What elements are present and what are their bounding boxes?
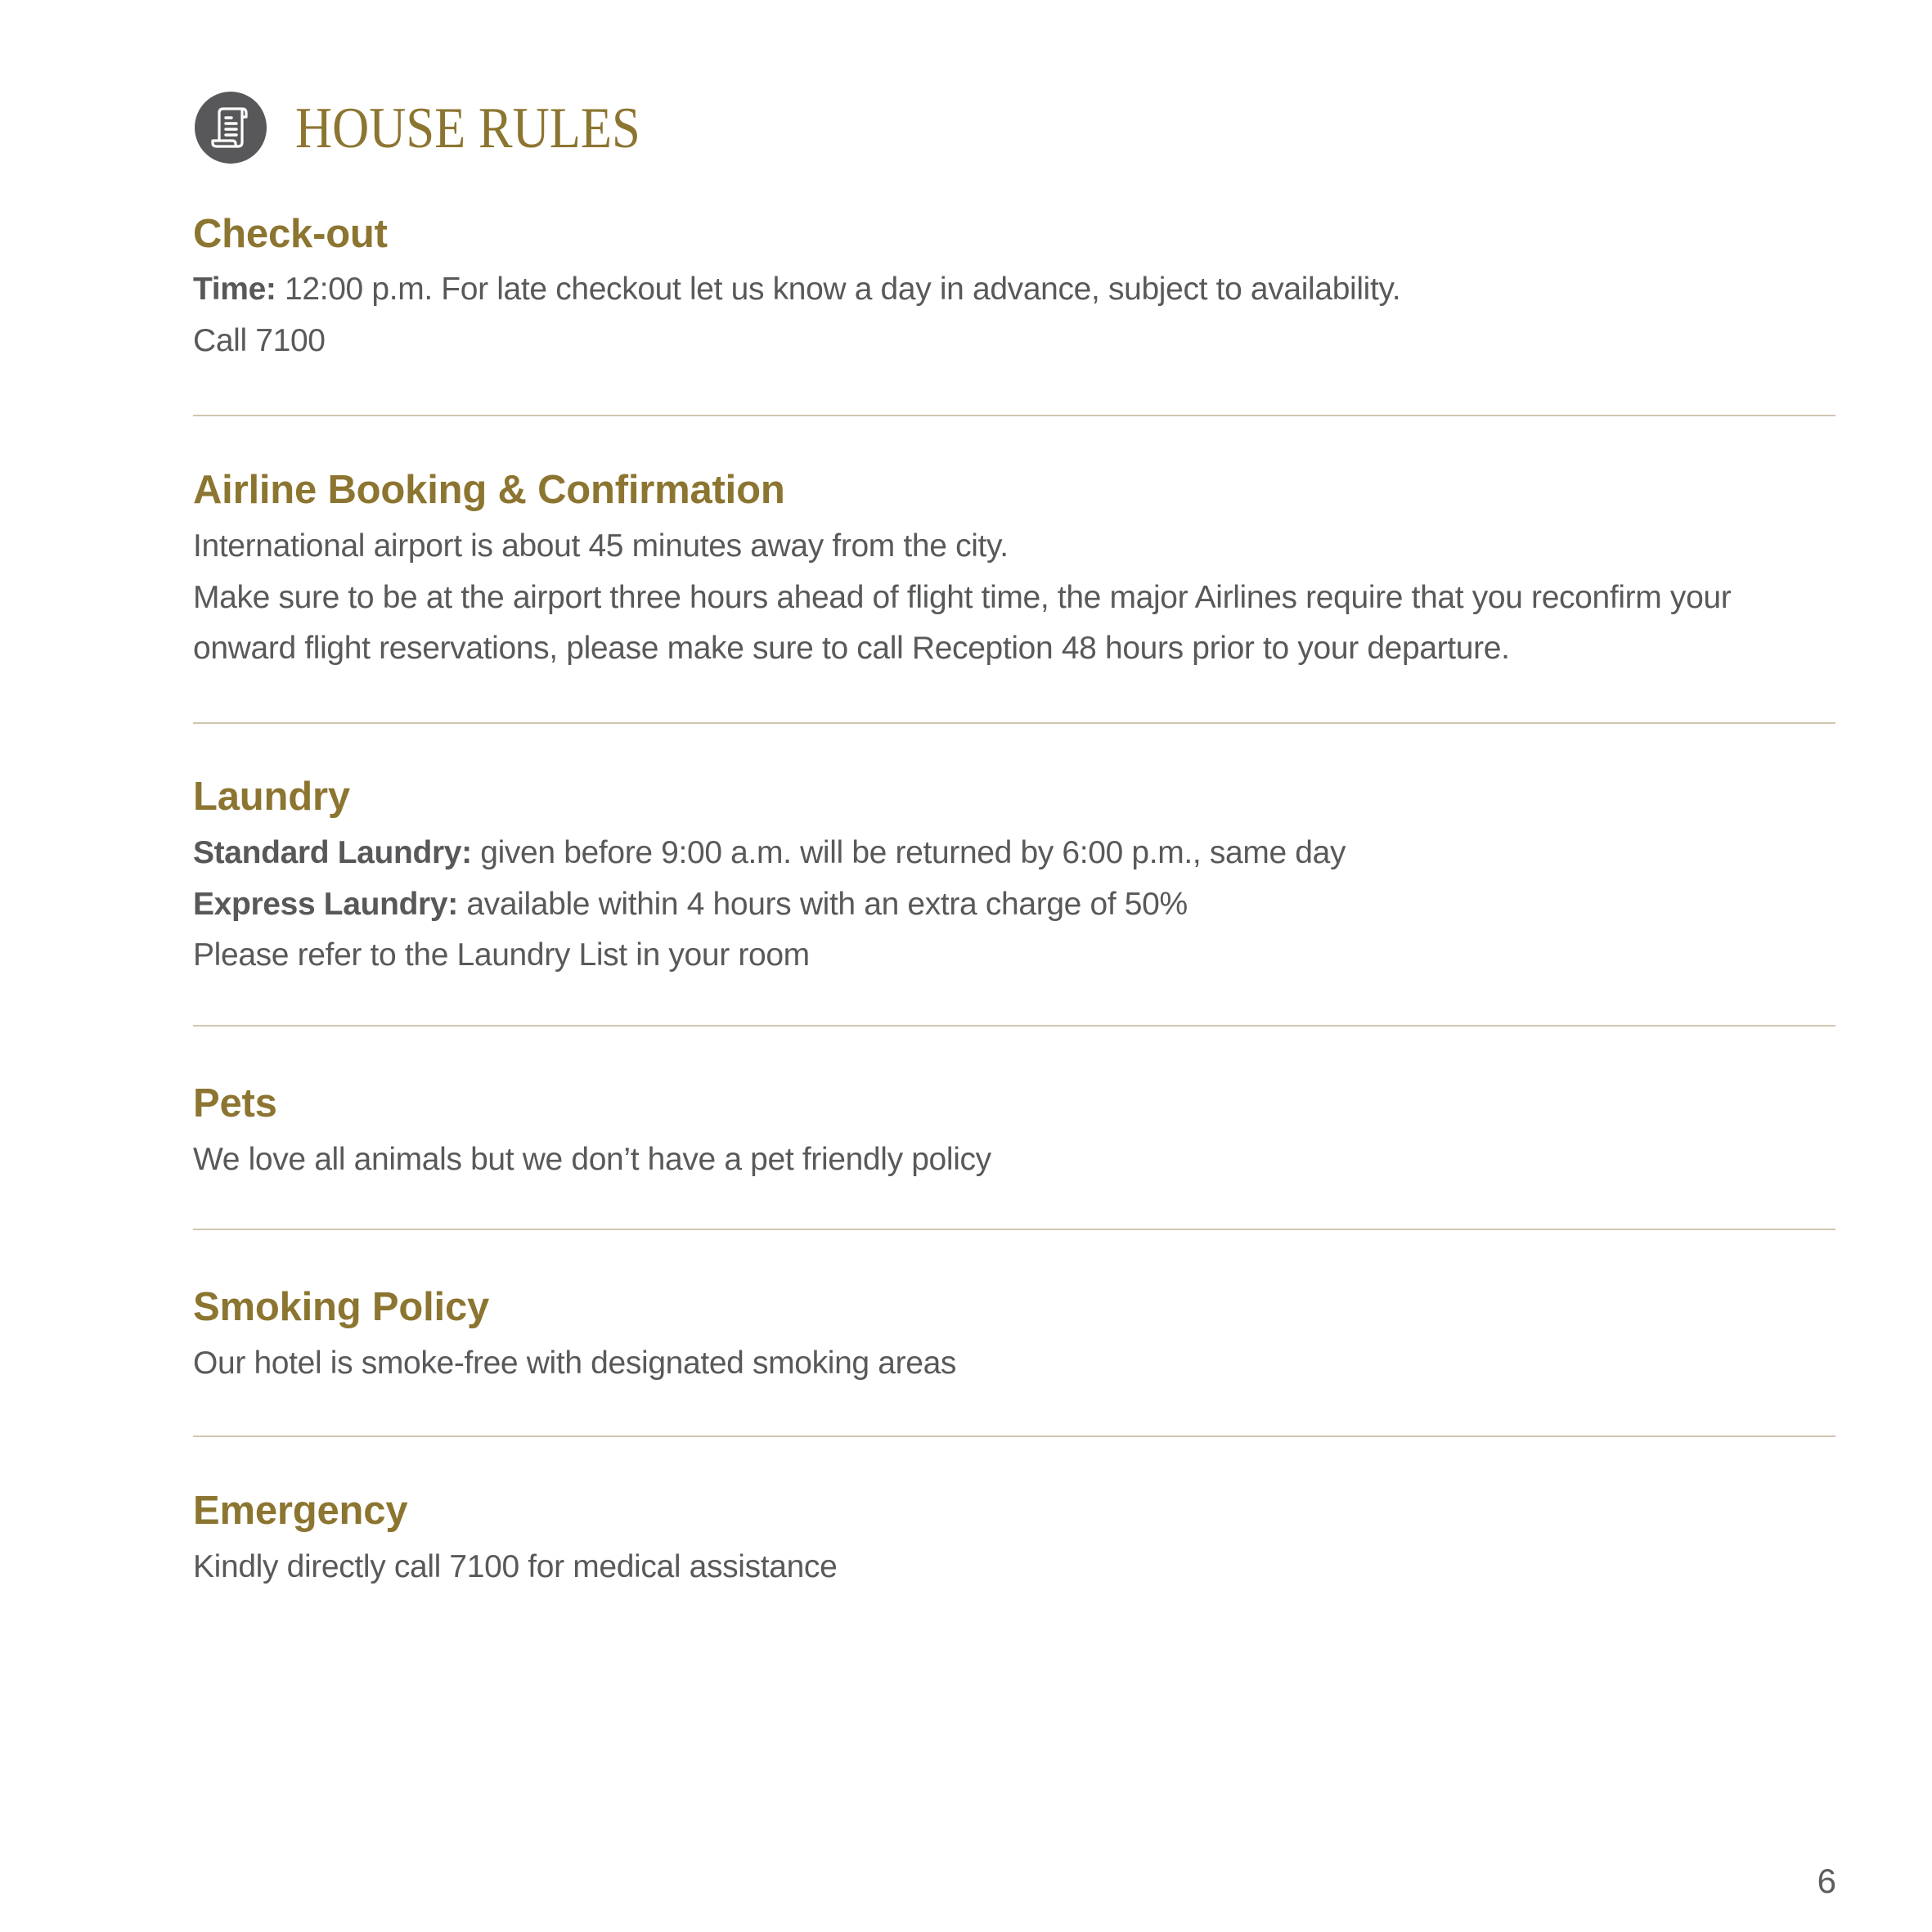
section-divider bbox=[193, 722, 1835, 724]
section-body bbox=[193, 828, 1835, 982]
standard-laundry-text: given before 9:00 a.m. will be returned by 6:00 p.m., same day bbox=[471, 835, 1346, 870]
checkout-time-text: 12:00 p.m. For late checkout let us know a day in advance, subject to availability. bbox=[276, 272, 1401, 307]
section-heading: Airline Booking & Confirmation bbox=[193, 468, 785, 512]
section-divider bbox=[193, 415, 1835, 416]
section-divider bbox=[193, 1436, 1835, 1437]
body-line: We love all animals but we don’t have a pet friendly policy bbox=[193, 1142, 991, 1177]
time-label: Time: bbox=[193, 272, 276, 307]
section-heading: Pets bbox=[193, 1081, 277, 1126]
section-body bbox=[193, 1542, 1835, 1593]
body-line bbox=[193, 879, 1835, 931]
body-line: Please refer to the Laundry List in your room bbox=[193, 937, 810, 973]
express-laundry-label: Express Laundry: bbox=[193, 886, 458, 922]
checkout-call-text: Call 7100 bbox=[193, 322, 326, 358]
standard-laundry-label: Standard Laundry: bbox=[193, 835, 472, 870]
section-body bbox=[193, 1134, 1835, 1186]
section-heading: Emergency bbox=[193, 1489, 408, 1533]
section-divider bbox=[193, 1229, 1835, 1230]
body-line: Our hotel is smoke-free with designated smoking areas bbox=[193, 1346, 957, 1381]
page-header bbox=[0, 0, 1932, 180]
section-body bbox=[193, 264, 1835, 366]
body-line: Kindly directly call 7100 for medical assistance bbox=[193, 1549, 838, 1584]
section-heading: Laundry bbox=[193, 775, 350, 819]
body-line: onward flight reservations, please make sure to call Reception 48 hours prior to your departure. bbox=[193, 631, 1510, 666]
express-laundry-text: available within 4 hours with an extra charge of 50% bbox=[457, 886, 1188, 922]
page-title: HOUSE RULES bbox=[295, 97, 640, 160]
section-divider bbox=[193, 1025, 1835, 1027]
body-line bbox=[193, 316, 1835, 367]
body-line bbox=[193, 264, 1835, 316]
body-line bbox=[193, 828, 1835, 879]
section-body bbox=[193, 521, 1835, 675]
body-line: International airport is about 45 minutes away from the city. bbox=[193, 528, 1009, 564]
section-heading: Smoking Policy bbox=[193, 1285, 490, 1329]
section-heading: Check-out bbox=[193, 212, 388, 256]
scroll-document-icon bbox=[195, 92, 267, 164]
page-number: 6 bbox=[1817, 1862, 1836, 1900]
section-body bbox=[193, 1338, 1835, 1390]
body-line: Make sure to be at the airport three hours ahead of flight time, the major Airlines require that you reconfirm your bbox=[193, 579, 1732, 615]
